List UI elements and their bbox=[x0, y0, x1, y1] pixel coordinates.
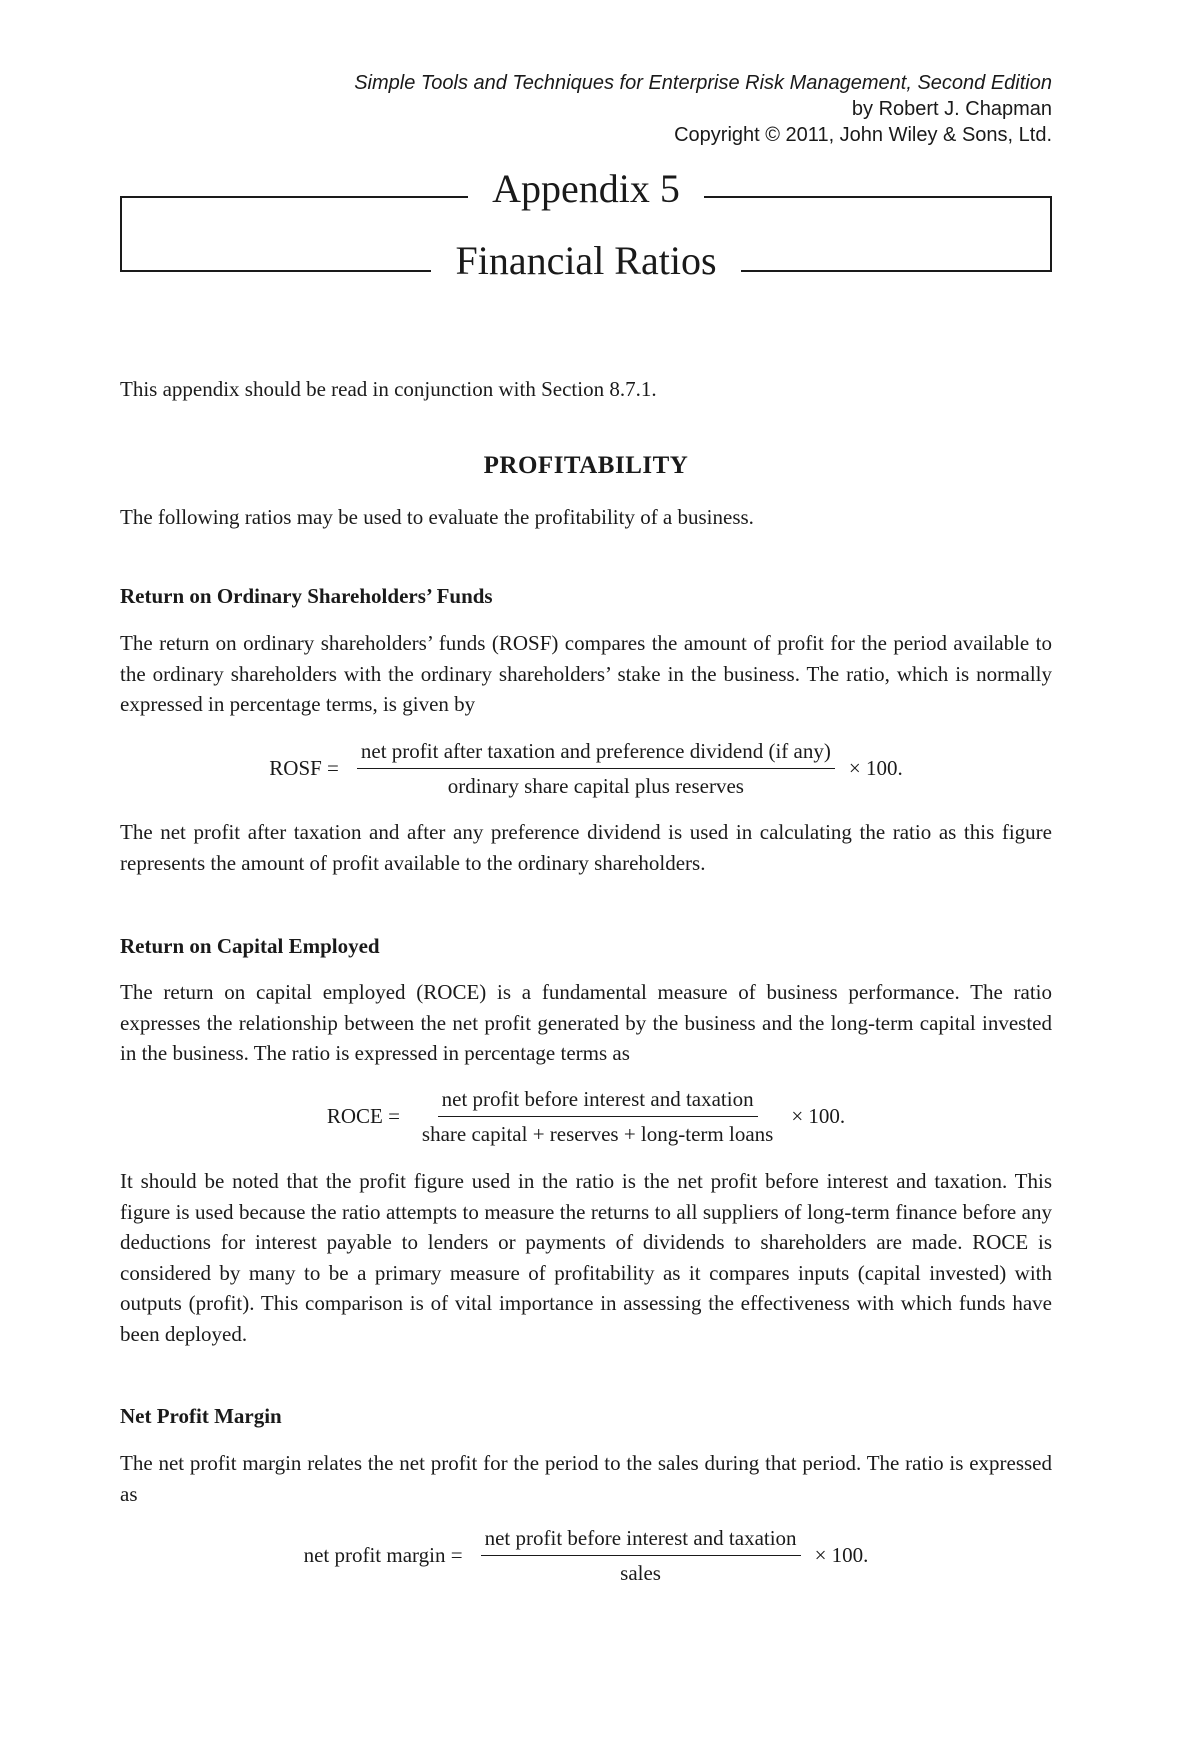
book-credit bbox=[354, 70, 1052, 148]
formula-lhs: ROCE = bbox=[326, 1104, 400, 1128]
chapter-label: Appendix 5 bbox=[120, 164, 1052, 214]
formula-denominator: sales bbox=[620, 1561, 661, 1585]
formula-multiplier: × 100. bbox=[814, 1543, 869, 1567]
roce-paragraph-1: The return on capital employed (ROCE) is a fundamental measure of business performance. The ratio expresses the relationship between the net profit generated by the business and the long-term capital invested in the business. The ratio is expressed in percentage terms as bbox=[120, 980, 1052, 1065]
formula-fraction bbox=[481, 1525, 801, 1586]
intro-paragraph: This appendix should be read in conjunction with Section 8.7.1. bbox=[120, 377, 657, 401]
book-title: Simple Tools and Techniques for Enterprise Risk Management, Second Edition bbox=[354, 72, 1052, 94]
formula-multiplier: × 100. bbox=[791, 1104, 846, 1128]
formula-fraction bbox=[357, 738, 835, 799]
formula-lhs: net profit margin = bbox=[303, 1543, 463, 1567]
formula-numerator: net profit after taxation and preference dividend (if any) bbox=[357, 738, 835, 769]
npm-formula bbox=[120, 1525, 1052, 1586]
subheading-roce: Return on Capital Employed bbox=[120, 934, 380, 958]
subheading-rosf: Return on Ordinary Shareholders’ Funds bbox=[120, 584, 493, 608]
subheading-npm: Net Profit Margin bbox=[120, 1404, 282, 1428]
npm-paragraph-1: The net profit margin relates the net profit for the period to the sales during that period. The ratio is expressed as bbox=[120, 1451, 1052, 1506]
formula-multiplier: × 100. bbox=[848, 756, 903, 780]
rosf-formula bbox=[120, 738, 1052, 799]
rosf-paragraph-1: The return on ordinary shareholders’ funds (ROSF) compares the amount of profit for the period available to the ordinary shareholders with the ordinary shareholders’ stake in the business. The ratio, which is normally expressed in percentage terms, is given by bbox=[120, 631, 1052, 716]
rosf-paragraph-2: The net profit after taxation and after any preference dividend is used in calculating the ratio as this figure represents the amount of profit available to the ordinary shareholders. bbox=[120, 820, 1052, 875]
section-lead: The following ratios may be used to evaluate the profitability of a business. bbox=[120, 505, 754, 529]
formula-denominator: ordinary share capital plus reserves bbox=[447, 774, 744, 798]
book-author: by Robert J. Chapman bbox=[851, 98, 1052, 120]
formula-fraction bbox=[418, 1086, 777, 1147]
formula-numerator: net profit before interest and taxation bbox=[481, 1525, 801, 1556]
roce-paragraph-2: It should be noted that the profit figure used in the ratio is the net profit before interest and taxation. This figure is used because the ratio attempts to measure the returns to all suppliers of long-term finance before any deductions for interest payable to lenders or payments of dividends to shareholders are made. ROCE is considered by many to be a primary measure of profitability as it compares inputs (capital invested) with outputs (profit). This comparison is of vital importance in assessing the effectiveness with which funds have been deployed. bbox=[120, 1169, 1052, 1346]
chapter-title: Financial Ratios bbox=[120, 236, 1052, 286]
formula-lhs: ROSF = bbox=[269, 756, 339, 780]
chapter-title-box bbox=[120, 164, 1052, 283]
section-heading: PROFITABILITY bbox=[483, 452, 689, 479]
formula-denominator: share capital + reserves + long-term loans bbox=[421, 1122, 774, 1146]
roce-formula bbox=[120, 1086, 1052, 1147]
formula-numerator: net profit before interest and taxation bbox=[438, 1086, 758, 1117]
book-copyright: Copyright © 2011, John Wiley & Sons, Ltd. bbox=[674, 124, 1052, 146]
